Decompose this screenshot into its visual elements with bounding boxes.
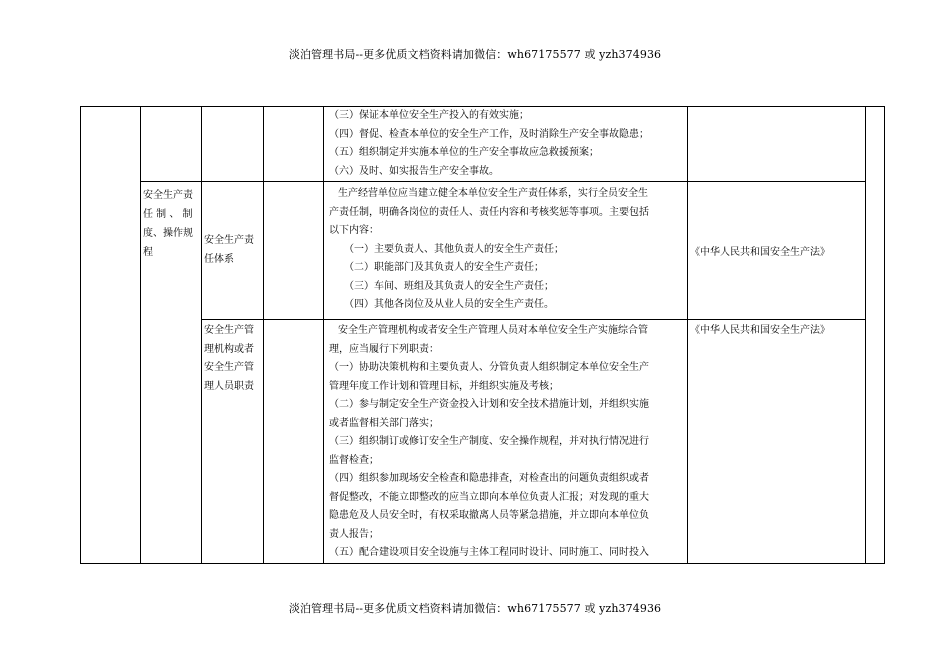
content-line: 隐患危及人员安全时，有权采取撤离人员等紧急措施，并立即向本单位负 xyxy=(329,510,649,521)
blank-cell xyxy=(264,320,324,564)
content-line: （四）其他各岗位及从业人员的安全生产责任。 xyxy=(344,299,554,310)
content-line: （二）职能部门及其负责人的安全生产责任； xyxy=(344,262,544,273)
content-line: 以下内容： xyxy=(329,225,379,236)
item-line: 理机构或者 xyxy=(204,343,254,355)
content-line: 理，应当履行下列职责： xyxy=(329,343,439,355)
content-line: 监督检查； xyxy=(329,454,379,466)
content-line: 责人报告； xyxy=(329,528,379,540)
blank-cell xyxy=(81,107,141,564)
content-line: （一）协助决策机构和主要负责人、分管负责人组织制定本单位安全生产 xyxy=(329,362,649,373)
blank-cell xyxy=(264,182,324,320)
reference-text: 《中华人民共和国安全生产法》 xyxy=(690,247,830,258)
item-line: 理人员职责 xyxy=(204,380,254,392)
item-cell xyxy=(202,320,264,564)
category-line: 度、操作规 xyxy=(143,228,193,239)
table-row xyxy=(81,320,885,564)
content-line: 或者监督相关部门落实； xyxy=(329,417,439,429)
content-cell xyxy=(324,182,688,320)
category-line: 安全生产责 xyxy=(143,190,193,201)
content-line: （一）主要负责人、其他负责人的安全生产责任； xyxy=(344,243,564,255)
blank-cell xyxy=(141,107,202,182)
content-line: （三）车间、班组及其负责人的安全生产责任； xyxy=(344,280,554,292)
content-line: （五）配合建设项目安全设施与主体工程同时设计、同时施工、同时投入 xyxy=(329,547,649,558)
content-line: 管理年度工作计划和管理目标，并组织实施及考核； xyxy=(329,380,559,392)
page-footer: 淡泊管理书局--更多优质文档资料请加微信：wh67175577 或 yzh374936 xyxy=(288,602,662,615)
content-line: 生产经营单位应当建立健全本单位安全生产责任体系，实行全员安全生 xyxy=(338,188,648,199)
item-cell xyxy=(202,182,264,320)
content-line: （四）组织参加现场安全检查和隐患排查，对检查出的问题负责组织或者 xyxy=(329,473,649,484)
content-line: （三）保证本单位安全生产投入的有效实施； xyxy=(329,110,529,121)
item-line: 任体系 xyxy=(204,253,234,265)
blank-cell xyxy=(866,107,885,564)
content-line: （三）组织制订或修订安全生产制度、安全操作规程，并对执行情况进行 xyxy=(329,436,649,447)
content-line: （四）督促、检查本单位的安全生产工作，及时消除生产安全事故隐患； xyxy=(329,128,649,140)
content-line: （五）组织制定并实施本单位的生产安全事故应急救援预案； xyxy=(329,147,599,158)
content-cell xyxy=(324,107,688,182)
reference-cell xyxy=(688,107,866,182)
content-line: （六）及时、如实报告生产安全事故。 xyxy=(329,165,499,177)
item-line: 安全生产管 xyxy=(204,325,254,336)
content-line: 产责任制，明确各岗位的责任人、责任内容和考核奖惩等事项。主要包括 xyxy=(329,206,649,218)
item-line: 安全生产责 xyxy=(204,235,254,246)
table-row xyxy=(81,107,885,182)
blank-cell xyxy=(264,107,324,182)
blank-cell xyxy=(202,107,264,182)
reference-cell xyxy=(688,182,866,320)
content-cell xyxy=(324,320,688,564)
content-line: 督促整改，不能立即整改的应当立即向本单位负责人汇报；对发现的重大 xyxy=(329,491,649,503)
regulation-table xyxy=(80,106,885,564)
reference-cell xyxy=(688,320,866,564)
category-cell xyxy=(141,182,202,564)
content-line: （二）参与制定安全生产资金投入计划和安全技术措施计划，并组织实施 xyxy=(329,399,649,410)
category-line: 任 制 、 制 xyxy=(143,209,193,220)
category-line: 程 xyxy=(143,247,153,258)
reference-text: 《中华人民共和国安全生产法》 xyxy=(690,325,830,336)
content-line: 安全生产管理机构或者安全生产管理人员对本单位安全生产实施综合管 xyxy=(338,325,648,336)
page-header: 淡泊管理书局--更多优质文档资料请加微信：wh67175577 或 yzh374936 xyxy=(288,48,662,61)
item-line: 安全生产管 xyxy=(204,362,254,373)
table-row xyxy=(81,182,885,320)
